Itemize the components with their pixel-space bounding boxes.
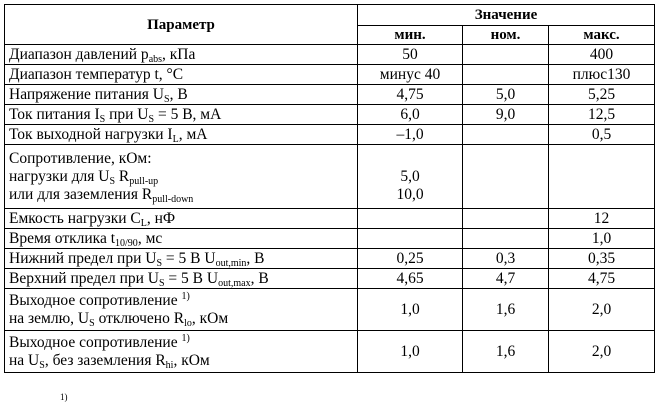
param-cell: Выходное сопротивление $^{1)}$ на $U_S$, без заземления $R_{hi}$, кОм [5,331,358,373]
param-cell: Выходное сопротивление $^{1)}$ на землю, $U_S$ отключено $R_{lo}$, кОм [5,289,358,331]
max-cell: 400 [549,45,655,65]
max-cell: 1,0 [549,229,655,249]
nom-cell [463,45,549,65]
min-cell: 4,75 [358,85,463,105]
table-row [5,229,655,249]
param-cell: Напряжение питания $U_S$, В [5,85,358,105]
table-row [5,105,655,125]
table-row [5,269,655,289]
min-cell: 0,25 [358,249,463,269]
min-cell: 50 [358,45,463,65]
min-cell: 5,0 10,0 [358,145,463,209]
param-cell: Ток выходной нагрузки $I_L$, мА [5,125,358,145]
min-cell: 4,65 [358,269,463,289]
min-cell: минус 40 [358,65,463,85]
table-row [5,331,655,373]
max-cell: 4,75 [549,269,655,289]
param-cell: Верхний предел при $U_S = 5$ В $U_{out,max}$, В [5,269,358,289]
header-nom: ном. [463,26,549,45]
table-row [5,289,655,331]
min-cell [358,209,463,229]
nom-cell [463,145,549,209]
min-cell: –1,0 [358,125,463,145]
nom-cell [463,65,549,85]
param-cell: Диапазон температур t, °C [5,65,358,85]
max-cell: 2,0 [549,331,655,373]
param-cell: Емкость нагрузки $C_L$, нФ [5,209,358,229]
nom-cell [463,209,549,229]
nom-cell [463,125,549,145]
table-row [5,85,655,105]
nom-cell: 4,7 [463,269,549,289]
param-cell: Сопротивление, кОм: нагрузки для $U_S$ $R_{pull-up}$ или для заземления $R_{pull-down}$ [5,145,358,209]
param-cell: Ток питания $I_S$ при $U_S = 5$ В, мА [5,105,358,125]
nom-cell: 1,6 [463,289,549,331]
min-cell: 1,0 [358,289,463,331]
nom-cell: 1,6 [463,331,549,373]
parameter-table [4,4,655,373]
max-cell: 12 [549,209,655,229]
table-row [5,145,655,209]
header-row-1 [5,5,655,26]
max-cell: 2,0 [549,289,655,331]
param-cell: Диапазон давлений $p_{abs}$, кПа [5,45,358,65]
table-row [5,249,655,269]
table-row [5,65,655,85]
table-row [5,209,655,229]
min-cell: 6,0 [358,105,463,125]
max-cell: 0,35 [549,249,655,269]
min-cell [358,229,463,249]
header-value: Значение [358,5,655,26]
nom-cell: 5,0 [463,85,549,105]
max-cell: 12,5 [549,105,655,125]
header-max: макс. [549,26,655,45]
param-cell: Нижний предел при $U_S = 5$ В $U_{out,min}$, В [5,249,358,269]
nom-cell: 9,0 [463,105,549,125]
max-cell: плюс130 [549,65,655,85]
header-parameter: Параметр [5,5,358,45]
table-row [5,45,655,65]
max-cell: 0,5 [549,125,655,145]
max-cell [549,145,655,209]
param-cell: Время отклика $t_{10/90}$, мс [5,229,358,249]
nom-cell: 0,3 [463,249,549,269]
table-row [5,125,655,145]
max-cell: 5,25 [549,85,655,105]
footnote-marker: 1) [60,392,68,402]
nom-cell [463,229,549,249]
min-cell: 1,0 [358,331,463,373]
header-min: мин. [358,26,463,45]
